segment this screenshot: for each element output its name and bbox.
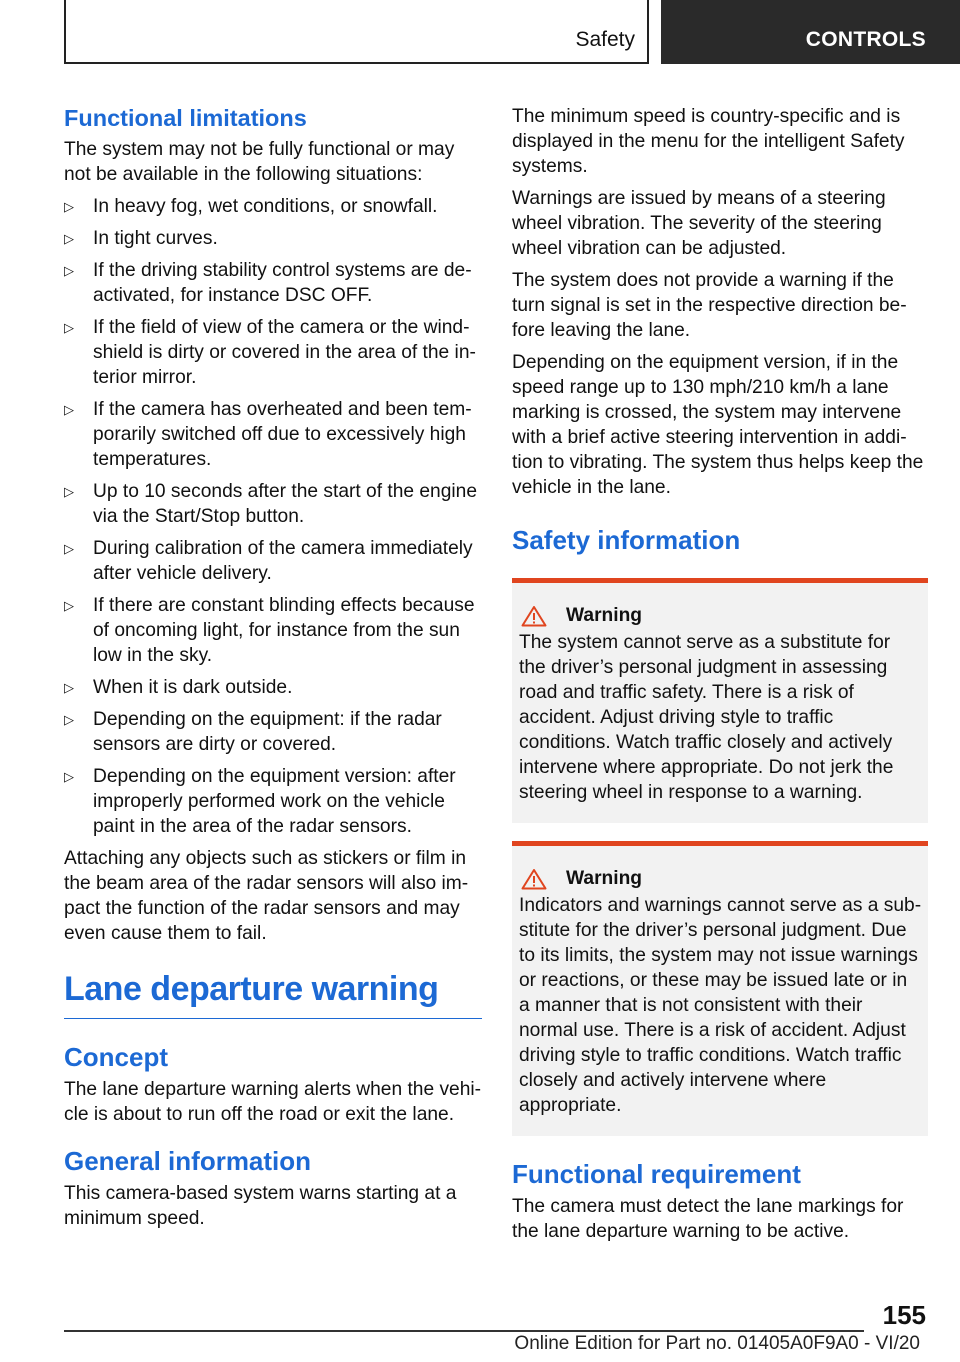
triangle-bullet-icon: ▷: [64, 680, 74, 695]
footer-divider: [64, 1330, 864, 1332]
header-chapter-title: CONTROLS: [805, 28, 926, 51]
paragraph: The minimum speed is country-specific and is displayed in the menu for the intelligent Safety systems.: [512, 106, 905, 177]
concept-text: The lane departure warning alerts when the vehicle is about to run off the road or exit the lane.: [64, 1079, 482, 1125]
concept-heading: Concept: [64, 1042, 168, 1072]
list-item: ▷ In tight curves.: [64, 228, 218, 249]
warning-triangle-icon: [521, 605, 547, 627]
functional-requirement-text: The camera must detect the lane markings for the lane departure warning to be active.: [512, 1196, 904, 1242]
warning-title: Warning: [566, 868, 643, 889]
general-info-text: This camera-based system warns starting at a minimum speed.: [64, 1183, 457, 1229]
header-section-title: Safety: [575, 28, 635, 51]
warning-box: [512, 578, 928, 823]
warning-text: The system cannot serve as a substitute for the driver’s personal judgment in assessing road and traffic safety. There is a risk of accident. Adjust driving style to traffic conditions. Watch traffic closely and actively intervene where appropriate. Do not jerk the steering wheel in response to a warning.: [519, 632, 894, 803]
list-item: ▷ Depending on the equipment: if the radar sensors are dirty or covered.: [64, 709, 442, 755]
list-item: ▷ If the camera has overheated and been temporarily switched off due to excessively high temperatures.: [64, 399, 472, 470]
warning-box: [512, 841, 928, 1136]
functional-limitations-intro: The system may not be fully functional or may not be available in the following situations:: [64, 139, 455, 185]
triangle-bullet-icon: ▷: [64, 484, 74, 499]
list-item: ▷ In heavy fog, wet conditions, or snowfall.: [64, 196, 438, 217]
paragraph: Depending on the equipment version, if in the speed range up to 130 mph/210 km/h a lane marking is crossed, the system may intervene with a brief active steering intervention in addition to vibrating. The system thus helps keep the vehicle in the lane.: [512, 352, 924, 498]
list-item: ▷ Up to 10 seconds after the start of the engine via the Start/Stop button.: [64, 481, 477, 527]
footer-edition: Online Edition for Part no. 01405A0F9A0 - VI/20: [514, 1333, 920, 1354]
list-item: ▷ Depending on the equipment version: after improperly performed work on the vehicle paint in the area of the radar sensors.: [64, 766, 456, 837]
paragraph: The system does not provide a warning if the turn signal is set in the respective direction before leaving the lane.: [512, 270, 907, 341]
left-column: [64, 100, 482, 1238]
list-item: ▷ During calibration of the camera immediately after vehicle delivery.: [64, 538, 473, 584]
warning-triangle-icon: [521, 868, 547, 890]
triangle-bullet-icon: ▷: [64, 402, 74, 417]
warning-header: [519, 866, 922, 891]
general-info-heading: General information: [64, 1146, 312, 1176]
warning-title: Warning: [566, 605, 643, 626]
limitations-list: [64, 194, 482, 839]
page-number: 155: [882, 1300, 926, 1330]
warning-text: Indicators and warnings cannot serve as a substitute for the driver’s personal judgment. Due to its limits, the system may not issue warnings or reactions, or these may be issued late or in a manner that is not consistent with their normal use. There is a risk of accident. Adjust driving style to traffic conditions. Watch traffic closely and actively intervene where appropriate.: [519, 895, 922, 1116]
functional-requirement-heading: Functional requirement: [512, 1159, 801, 1189]
list-item: ▷ If the driving stability control systems are deactivated, for instance DSC OFF.: [64, 260, 472, 306]
triangle-bullet-icon: ▷: [64, 541, 74, 556]
triangle-bullet-icon: ▷: [64, 712, 74, 727]
list-item: ▷ If the field of view of the camera or the windshield is dirty or covered in the area of the interior mirror.: [64, 317, 476, 388]
right-column: [512, 104, 928, 1251]
header-chapter-tab: [661, 0, 960, 64]
triangle-bullet-icon: ▷: [64, 231, 74, 246]
list-item: ▷ When it is dark outside.: [64, 677, 293, 698]
warning-header: [519, 603, 922, 628]
paragraph: Warnings are issued by means of a steering wheel vibration. The severity of the steering wheel vibration can be adjusted.: [512, 188, 886, 259]
list-item: ▷ If there are constant blinding effects because of oncoming light, for instance from the sun low in the sky.: [64, 595, 475, 666]
header-section-box: [64, 0, 649, 64]
triangle-bullet-icon: ▷: [64, 598, 74, 613]
triangle-bullet-icon: ▷: [64, 263, 74, 278]
chapter-title: Lane departure warning: [64, 968, 482, 1019]
triangle-bullet-icon: ▷: [64, 199, 74, 214]
triangle-bullet-icon: ▷: [64, 320, 74, 335]
safety-information-heading: Safety information: [512, 525, 741, 555]
functional-limitations-closing: Attaching any objects such as stickers or film in the beam area of the radar sensors will also impact the function of the radar sensors and may even cause them to fail.: [64, 848, 469, 944]
triangle-bullet-icon: ▷: [64, 769, 74, 784]
functional-limitations-heading: Functional limitations: [64, 105, 307, 131]
